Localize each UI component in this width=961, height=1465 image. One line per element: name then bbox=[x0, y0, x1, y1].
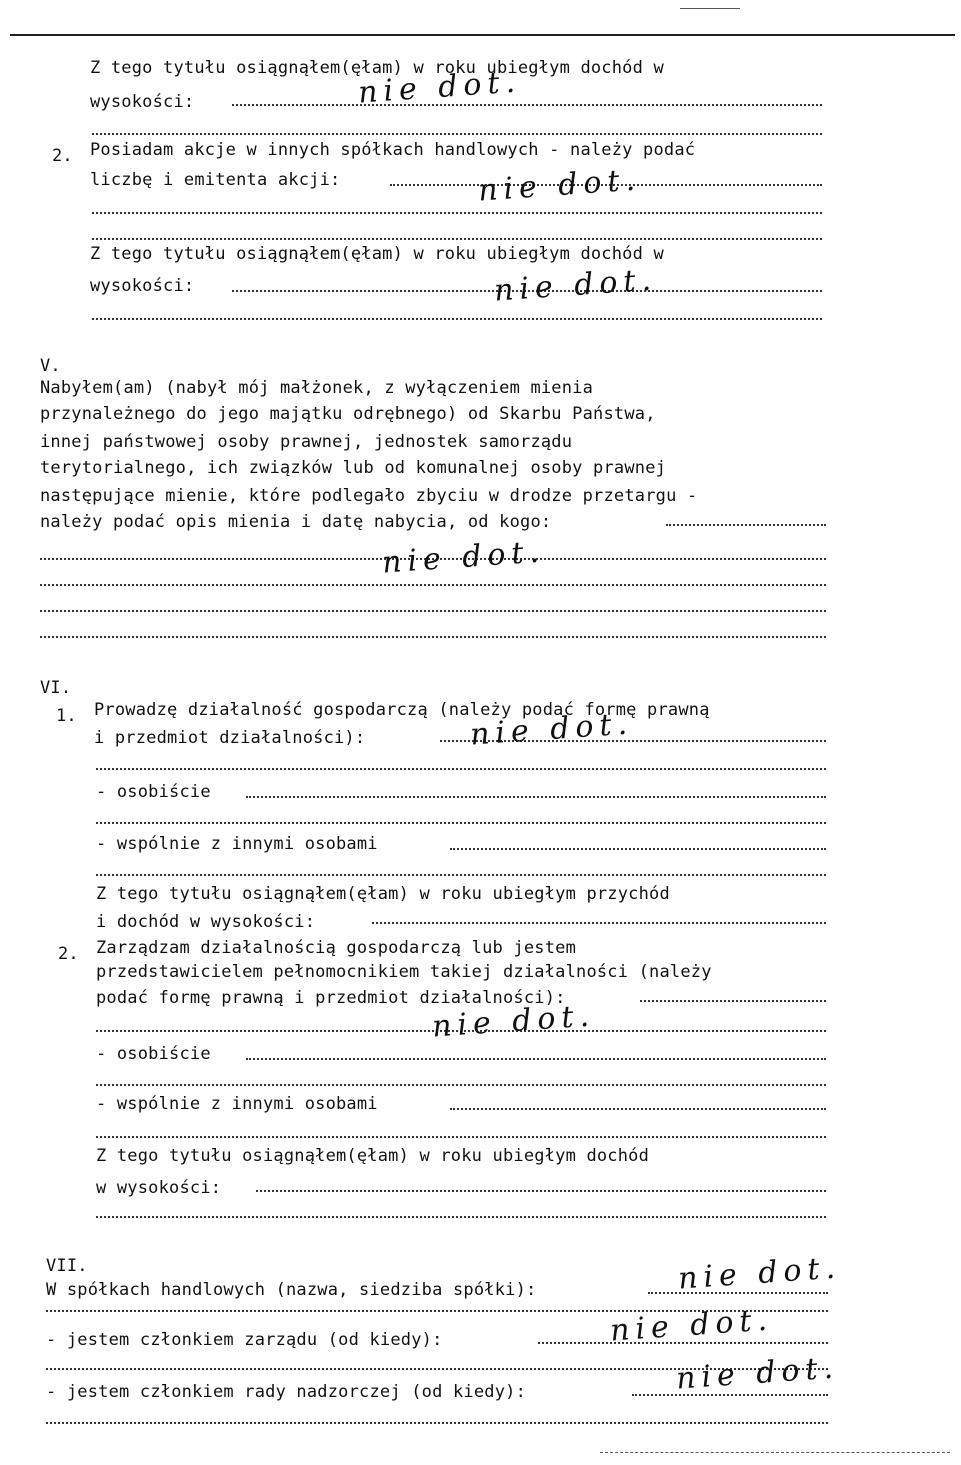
answer-line[interactable] bbox=[96, 1216, 826, 1218]
sec5-text-line: terytorialnego, ich związków lub od komunalnej osoby prawnej bbox=[40, 458, 667, 478]
answer-line[interactable] bbox=[92, 318, 822, 320]
answer-line[interactable] bbox=[96, 1136, 826, 1138]
handwritten-not-applicable: nie dot. bbox=[492, 262, 659, 309]
sec6-jointly2: - wspólnie z innymi osobami bbox=[96, 1094, 378, 1114]
sec4-income-line1: Z tego tytułu osiągnąłem(ęłam) w roku ubiegłym dochód w bbox=[90, 58, 664, 78]
handwritten-not-applicable: nie dot. bbox=[608, 1302, 775, 1349]
sec6-item2-number: 2. bbox=[58, 944, 79, 964]
sec6-business-line2: i przedmiot działalności): bbox=[94, 728, 366, 748]
sec5-text-line: należy podać opis mienia i datę nabycia, od kogo: bbox=[40, 512, 552, 532]
answer-line[interactable] bbox=[40, 636, 826, 638]
sec4-shares-line2: liczbę i emitenta akcji: bbox=[90, 170, 341, 190]
sec4-item2-number: 2. bbox=[52, 146, 73, 166]
handwritten-not-applicable: nie dot. bbox=[468, 706, 635, 753]
answer-line[interactable] bbox=[96, 822, 826, 824]
handwritten-not-applicable: nie dot. bbox=[430, 998, 597, 1045]
sec7-companies: W spółkach handlowych (nazwa, siedziba spółki): bbox=[46, 1280, 537, 1300]
sec6-manage-line1: Zarządzam działalnością gospodarczą lub jestem bbox=[96, 938, 577, 958]
sec7-board: - jestem członkiem zarządu (od kiedy): bbox=[46, 1330, 443, 1350]
sec6-manage-line3: podać formę prawną i przedmiot działalności): bbox=[96, 988, 566, 1008]
section-vi-heading: VI. bbox=[40, 678, 72, 698]
sec6-business-line1: Prowadzę działalność gospodarczą (należy podać formę prawną bbox=[94, 700, 710, 720]
answer-line[interactable] bbox=[246, 1058, 826, 1060]
answer-line[interactable] bbox=[256, 1190, 826, 1192]
sec6-income2-line2: w wysokości: bbox=[96, 1178, 222, 1198]
answer-line[interactable] bbox=[372, 922, 826, 924]
handwritten-not-applicable: nie dot. bbox=[674, 1350, 841, 1397]
handwritten-not-applicable: nie dot. bbox=[356, 64, 523, 111]
answer-line[interactable] bbox=[40, 610, 826, 612]
sec4-income2-line2: wysokości: bbox=[90, 276, 195, 296]
answer-line[interactable] bbox=[96, 874, 826, 876]
sec6-manage-line2: przedstawicielem pełnomocnikiem takiej działalności (należy bbox=[96, 962, 712, 982]
bottom-rule bbox=[600, 1452, 950, 1453]
answer-line[interactable] bbox=[96, 1084, 826, 1086]
sec6-personally2: - osobiście bbox=[96, 1044, 211, 1064]
sec4-income-line2: wysokości: bbox=[90, 92, 195, 112]
answer-line[interactable] bbox=[640, 1000, 826, 1002]
sec6-income1-line2: i dochód w wysokości: bbox=[96, 912, 316, 932]
answer-line[interactable] bbox=[96, 768, 826, 770]
sec6-jointly: - wspólnie z innymi osobami bbox=[96, 834, 378, 854]
answer-line[interactable] bbox=[92, 133, 822, 135]
top-rule-fragment bbox=[680, 8, 740, 9]
handwritten-not-applicable: nie dot. bbox=[476, 162, 643, 209]
sec6-item1-number: 1. bbox=[56, 706, 77, 726]
handwritten-not-applicable: nie dot. bbox=[676, 1250, 843, 1297]
answer-line[interactable] bbox=[450, 848, 826, 850]
sec4-income2-line1: Z tego tytułu osiągnąłem(ęłam) w roku ubiegłym dochód w bbox=[90, 244, 664, 264]
sec5-text-line: innej państwowej osoby prawnej, jednostek samorządu bbox=[40, 432, 573, 452]
sec6-personally: - osobiście bbox=[96, 782, 211, 802]
top-rule bbox=[10, 34, 955, 36]
sec6-income1-line1: Z tego tytułu osiągnąłem(ęłam) w roku ubiegłym przychód bbox=[96, 884, 670, 904]
sec5-text-line: następujące mienie, które podlegało zbyciu w drodze przetargu - bbox=[40, 486, 698, 506]
answer-line[interactable] bbox=[40, 584, 826, 586]
sec7-supervisory: - jestem członkiem rady nadzorczej (od kiedy): bbox=[46, 1382, 527, 1402]
sec6-income2-line1: Z tego tytułu osiągnąłem(ęłam) w roku ubiegłym dochód bbox=[96, 1146, 650, 1166]
section-v-heading: V. bbox=[40, 356, 61, 376]
answer-line[interactable] bbox=[666, 524, 826, 526]
answer-line[interactable] bbox=[450, 1108, 826, 1110]
handwritten-not-applicable: nie dot. bbox=[380, 534, 547, 581]
answer-line[interactable] bbox=[46, 1422, 828, 1424]
sec5-text-line: Nabyłem(am) (nabył mój małżonek, z wyłączeniem mienia bbox=[40, 378, 594, 398]
sec4-shares-line1: Posiadam akcje w innych spółkach handlowych - należy podać bbox=[90, 140, 696, 160]
section-vii-heading: VII. bbox=[46, 1256, 88, 1276]
answer-line[interactable] bbox=[632, 1394, 828, 1396]
sec5-text-line: przynależnego do jego majątku odrębnego) od Skarbu Państwa, bbox=[40, 404, 656, 424]
answer-line[interactable] bbox=[232, 104, 822, 106]
answer-line[interactable] bbox=[92, 212, 822, 214]
answer-line[interactable] bbox=[246, 796, 826, 798]
answer-line[interactable] bbox=[92, 238, 822, 240]
